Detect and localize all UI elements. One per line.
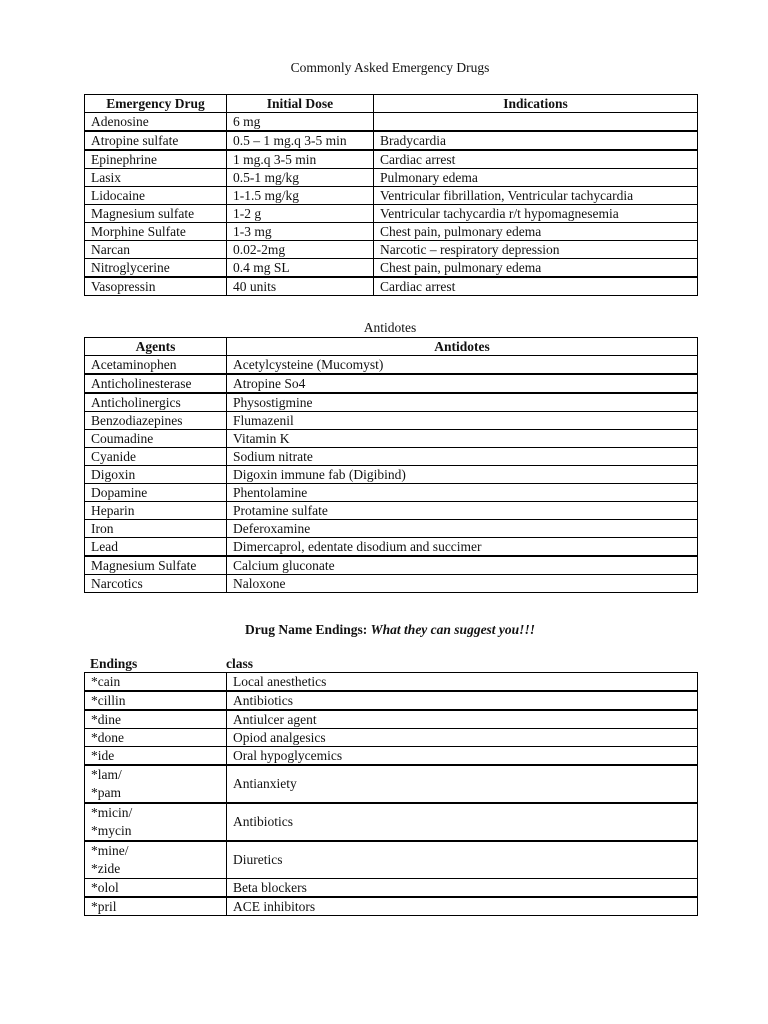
- table-row: [85, 113, 698, 132]
- emergency-drugs-title: Commonly Asked Emergency Drugs: [290, 60, 490, 75]
- table-row: [85, 187, 698, 205]
- drug-name-cell: Magnesium sulfate: [85, 205, 227, 223]
- agent-cell: Dopamine: [85, 484, 227, 502]
- class-cell: Antianxiety: [227, 765, 698, 803]
- emergency-drugs-table: [84, 94, 698, 296]
- ending-text: *cillin: [91, 693, 126, 708]
- initial-dose-cell: 0.02-2mg: [227, 241, 374, 259]
- indication-cell: Chest pain, pulmonary edema: [374, 223, 698, 241]
- indication-cell: Ventricular fibrillation, Ventricular tachycardia: [374, 187, 698, 205]
- table-row: [85, 259, 698, 278]
- endings-column-headers: [90, 655, 253, 672]
- class-cell: Opiod analgesics: [227, 729, 698, 747]
- table-row: [85, 841, 698, 879]
- drug-name-cell: Vasopressin: [85, 277, 227, 296]
- table-row: [85, 556, 698, 575]
- table-header-row: [85, 95, 698, 113]
- table-row: [85, 448, 698, 466]
- header-endings: Endings: [90, 656, 138, 671]
- table-row: [85, 575, 698, 593]
- table-row: [85, 729, 698, 747]
- drug-name-cell: Lasix: [85, 169, 227, 187]
- emergency-drugs-body: [85, 113, 698, 296]
- drug-name-cell: Lidocaine: [85, 187, 227, 205]
- initial-dose-cell: 1-1.5 mg/kg: [227, 187, 374, 205]
- indication-cell: Bradycardia: [374, 131, 698, 150]
- antidote-cell: Atropine So4: [227, 374, 698, 393]
- agent-cell: Digoxin: [85, 466, 227, 484]
- ending-text-second-line: *pam: [91, 785, 121, 800]
- table-row: [85, 356, 698, 375]
- header-initial-dose: Initial Dose: [227, 95, 374, 113]
- table-row: [85, 393, 698, 412]
- class-cell: Local anesthetics: [227, 673, 698, 692]
- agent-cell: Heparin: [85, 502, 227, 520]
- table-row: [85, 466, 698, 484]
- class-cell: Beta blockers: [227, 879, 698, 898]
- antidote-cell: Calcium gluconate: [227, 556, 698, 575]
- drug-name-cell: Narcan: [85, 241, 227, 259]
- table-row: [85, 430, 698, 448]
- antidote-cell: Digoxin immune fab (Digibind): [227, 466, 698, 484]
- agent-cell: Acetaminophen: [85, 356, 227, 375]
- ending-cell: [85, 710, 227, 729]
- antidotes-table: [84, 337, 698, 593]
- ending-cell: [85, 841, 227, 879]
- antidotes-body: [85, 356, 698, 593]
- antidote-cell: Phentolamine: [227, 484, 698, 502]
- ending-text: *olol: [91, 880, 119, 895]
- ending-text: *pril: [91, 899, 117, 914]
- ending-cell: [85, 803, 227, 841]
- header-agents: Agents: [85, 338, 227, 356]
- antidote-cell: Sodium nitrate: [227, 448, 698, 466]
- indication-cell: Cardiac arrest: [374, 150, 698, 169]
- initial-dose-cell: 0.4 mg SL: [227, 259, 374, 278]
- agent-cell: Coumadine: [85, 430, 227, 448]
- ending-cell: [85, 691, 227, 710]
- table-row: [85, 673, 698, 692]
- ending-text: *done: [91, 730, 124, 745]
- indication-cell: Cardiac arrest: [374, 277, 698, 296]
- table-row: [85, 150, 698, 169]
- table-row: [85, 747, 698, 766]
- class-cell: ACE inhibitors: [227, 897, 698, 916]
- class-cell: Oral hypoglycemics: [227, 747, 698, 766]
- initial-dose-cell: 0.5 – 1 mg.q 3-5 min: [227, 131, 374, 150]
- initial-dose-cell: 40 units: [227, 277, 374, 296]
- ending-cell: [85, 747, 227, 766]
- ending-text: *ide: [91, 748, 115, 763]
- agent-cell: Anticholinesterase: [85, 374, 227, 393]
- drug-name-cell: Adenosine: [85, 113, 227, 132]
- ending-text: *micin/: [91, 805, 133, 820]
- table-row: [85, 897, 698, 916]
- ending-cell: [85, 765, 227, 803]
- class-cell: Diuretics: [227, 841, 698, 879]
- table-row: [85, 277, 698, 296]
- table-row: [85, 803, 698, 841]
- ending-text: *mine/: [91, 843, 129, 858]
- drug-name-cell: Atropine sulfate: [85, 131, 227, 150]
- table-row: [85, 520, 698, 538]
- agent-cell: Cyanide: [85, 448, 227, 466]
- ending-text: *lam/: [91, 767, 122, 782]
- ending-cell: [85, 673, 227, 692]
- initial-dose-cell: 0.5-1 mg/kg: [227, 169, 374, 187]
- agent-cell: Narcotics: [85, 575, 227, 593]
- ending-cell: [85, 879, 227, 898]
- table-row: [85, 223, 698, 241]
- table-row: [85, 538, 698, 557]
- agent-cell: Magnesium Sulfate: [85, 556, 227, 575]
- table-header-row: [85, 338, 698, 356]
- header-emergency-drug: Emergency Drug: [85, 95, 227, 113]
- ending-cell: [85, 729, 227, 747]
- indication-cell: [374, 113, 698, 132]
- antidote-cell: Protamine sulfate: [227, 502, 698, 520]
- antidote-cell: Physostigmine: [227, 393, 698, 412]
- antidote-cell: Deferoxamine: [227, 520, 698, 538]
- table-row: [85, 502, 698, 520]
- drug-endings-title-bold: Drug Name Endings:: [245, 622, 371, 637]
- drug-name-cell: Morphine Sulfate: [85, 223, 227, 241]
- agent-cell: Iron: [85, 520, 227, 538]
- table-row: [85, 484, 698, 502]
- antidote-cell: Vitamin K: [227, 430, 698, 448]
- agent-cell: Benzodiazepines: [85, 412, 227, 430]
- indication-cell: Chest pain, pulmonary edema: [374, 259, 698, 278]
- table-row: [85, 879, 698, 898]
- table-row: [85, 131, 698, 150]
- antidotes-title: Antidotes: [363, 320, 417, 335]
- table-row: [85, 241, 698, 259]
- indication-cell: Narcotic – respiratory depression: [374, 241, 698, 259]
- class-cell: Antibiotics: [227, 691, 698, 710]
- table-row: [85, 374, 698, 393]
- class-cell: Antiulcer agent: [227, 710, 698, 729]
- header-indications: Indications: [374, 95, 698, 113]
- agent-cell: Anticholinergics: [85, 393, 227, 412]
- ending-text-second-line: *zide: [91, 861, 121, 876]
- initial-dose-cell: 1 mg.q 3-5 min: [227, 150, 374, 169]
- drug-endings-title: [84, 621, 696, 639]
- table-row: [85, 710, 698, 729]
- table-row: [85, 765, 698, 803]
- ending-text: *cain: [91, 674, 121, 689]
- antidote-cell: Acetylcysteine (Mucomyst): [227, 356, 698, 375]
- drug-endings-table: [84, 672, 698, 916]
- ending-text: *dine: [91, 712, 121, 727]
- antidote-cell: Dimercaprol, edentate disodium and succimer: [227, 538, 698, 557]
- table-row: [85, 412, 698, 430]
- antidote-cell: Flumazenil: [227, 412, 698, 430]
- drug-endings-body: [85, 673, 698, 916]
- indication-cell: Pulmonary edema: [374, 169, 698, 187]
- initial-dose-cell: 6 mg: [227, 113, 374, 132]
- initial-dose-cell: 1-2 g: [227, 205, 374, 223]
- ending-cell: [85, 897, 227, 916]
- table-row: [85, 205, 698, 223]
- drug-endings-title-italic: What they can suggest you!!!: [370, 622, 535, 637]
- header-antidotes: Antidotes: [227, 338, 698, 356]
- header-class: class: [226, 656, 253, 671]
- initial-dose-cell: 1-3 mg: [227, 223, 374, 241]
- drug-name-cell: Epinephrine: [85, 150, 227, 169]
- class-cell: Antibiotics: [227, 803, 698, 841]
- indication-cell: Ventricular tachycardia r/t hypomagnesemia: [374, 205, 698, 223]
- table-row: [85, 169, 698, 187]
- table-row: [85, 691, 698, 710]
- antidote-cell: Naloxone: [227, 575, 698, 593]
- drug-name-cell: Nitroglycerine: [85, 259, 227, 278]
- ending-text-second-line: *mycin: [91, 823, 132, 838]
- agent-cell: Lead: [85, 538, 227, 557]
